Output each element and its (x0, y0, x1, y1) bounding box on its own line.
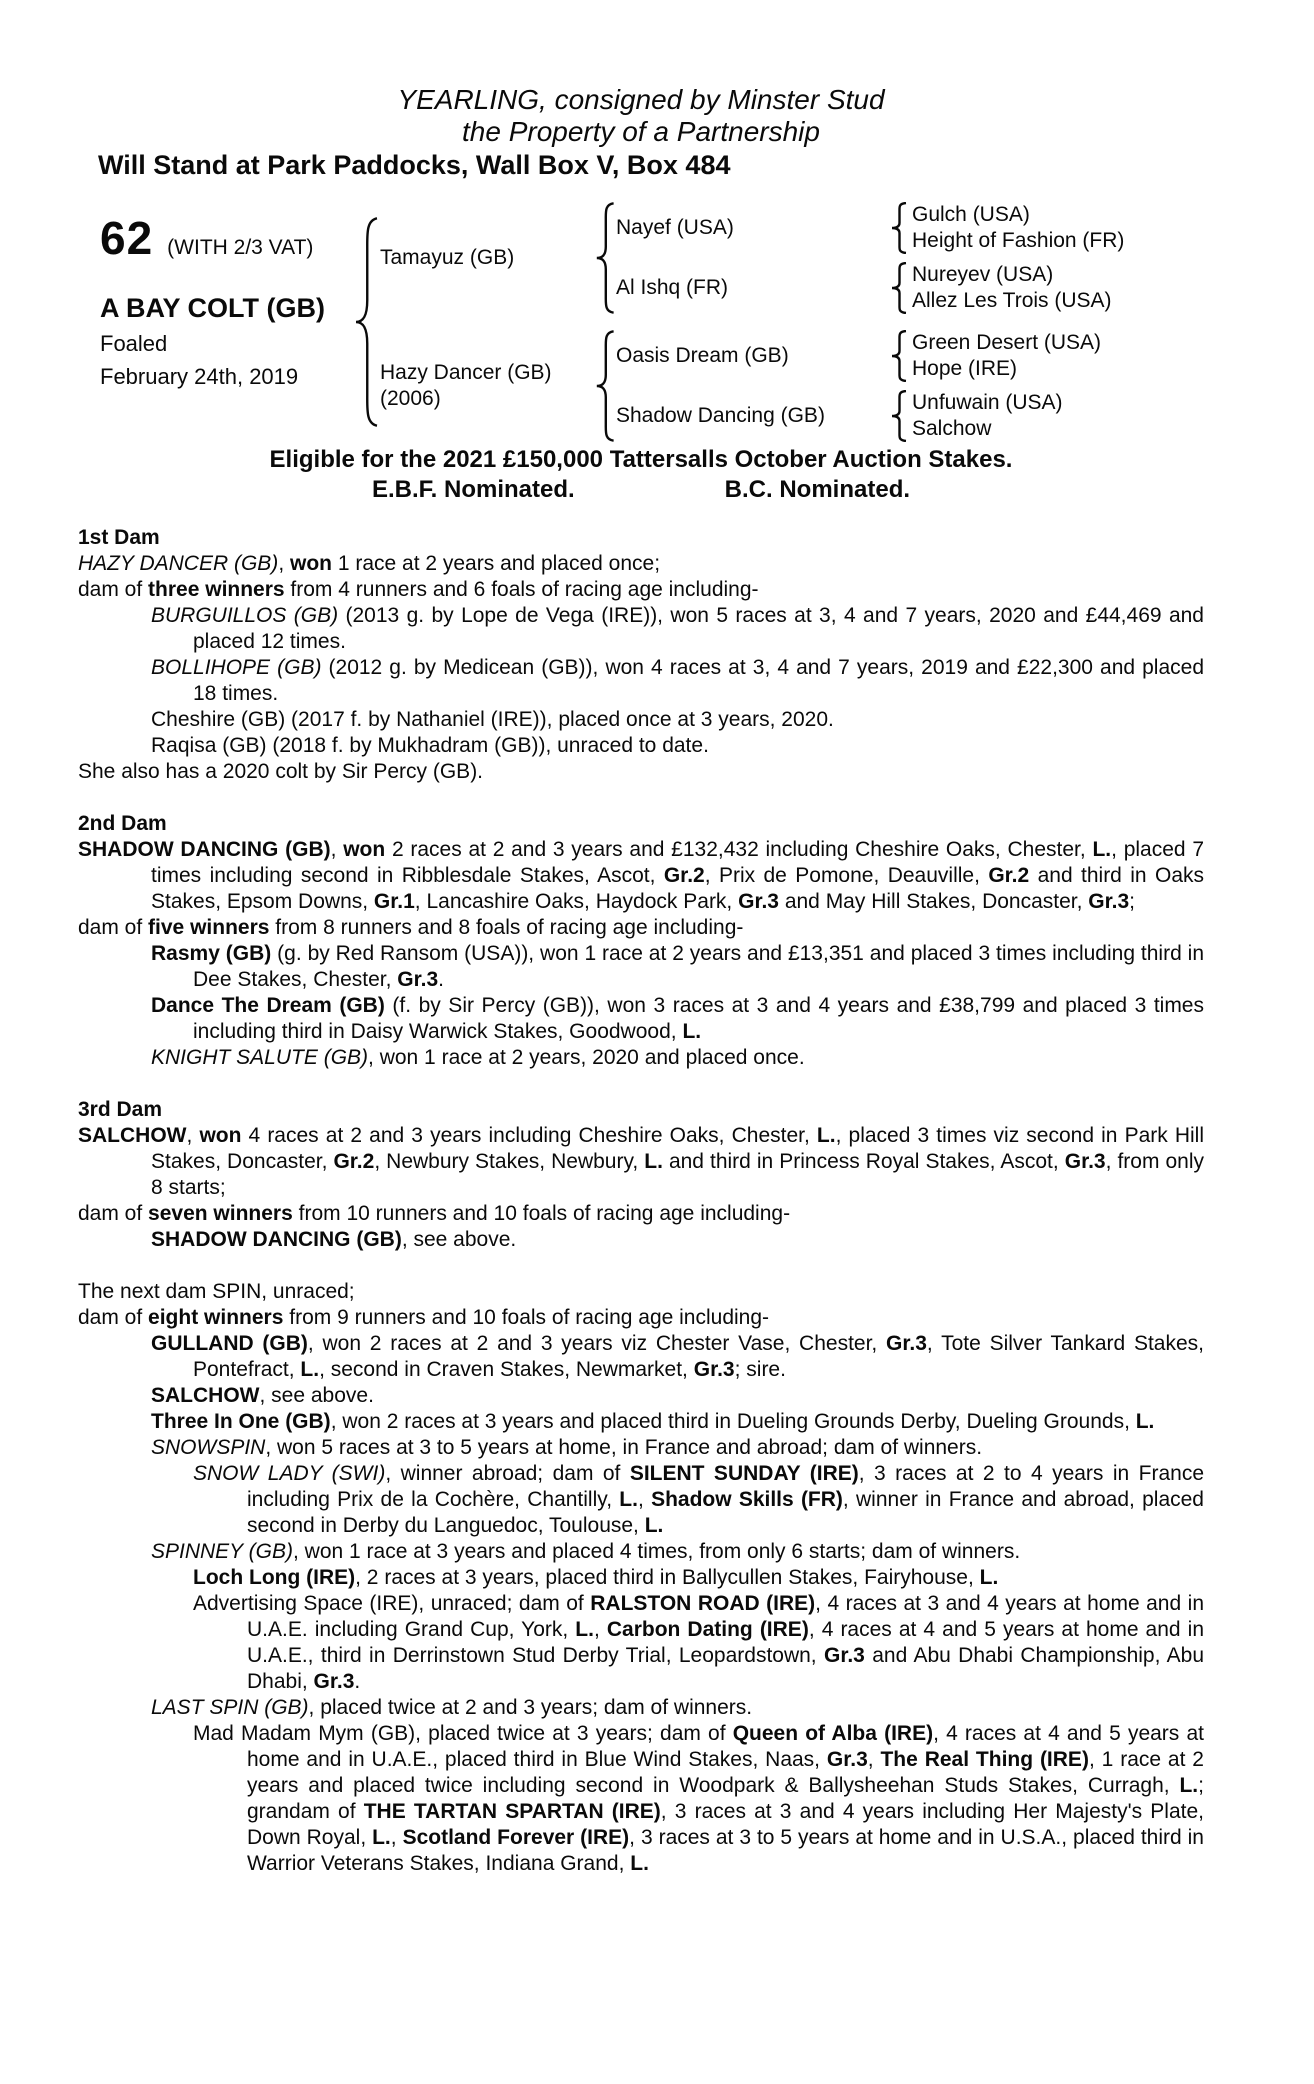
pedigree-paragraph (78, 993, 1204, 1045)
bc-nominated: B.C. Nominated. (724, 476, 911, 503)
text-segment: LAST SPIN (GB) (151, 1696, 309, 1719)
horse-name: Allez Les Trois (USA) (912, 289, 1112, 312)
text-segment: (2013 g. by Lope de Vega (IRE)), won 5 races at 3, 4 and 7 years, 2020 and £44,469 and placed 12 times. (193, 604, 1204, 653)
horse-name (380, 245, 592, 271)
stand-location-line: Will Stand at Park Paddocks, Wall Box V, Box 484 (98, 150, 731, 180)
text-segment: , winner in France and abroad, placed second in Derby du Languedoc, Toulouse, (247, 1488, 1204, 1537)
text-segment: , won 2 races at 3 years and placed third in Dueling Grounds Derby, Dueling Grounds, (330, 1410, 1136, 1433)
text-segment: won (289, 552, 332, 575)
ebf-nominated: E.B.F. Nominated. (371, 476, 575, 503)
text-segment: , second in Craven Stakes, Newmarket, (319, 1358, 694, 1381)
text-segment: Cheshire (GB) (2017 f. by Nathaniel (IRE)), placed once at 3 years, 2020. (151, 708, 834, 731)
dam-section-3 (78, 1097, 1204, 1253)
text-segment: ; (1129, 890, 1136, 913)
section-heading: 1st Dam (78, 526, 160, 549)
generation-3-column (616, 330, 1204, 442)
text-segment: L. (816, 1124, 836, 1147)
text-segment: , (186, 1124, 200, 1147)
text-segment: 2 races at 2 and 3 years and £132,432 including Cheshire Oaks, Chester, (385, 838, 1093, 861)
text-segment: , see above. (401, 1228, 517, 1251)
text-segment: and May Hill Stakes, Doncaster, (778, 890, 1089, 913)
text-segment: dam of (78, 1202, 149, 1225)
text-segment: , (637, 1488, 652, 1511)
pedigree-paragraph (78, 551, 1204, 577)
text-segment: , Prix de Pomone, Deauville, (704, 864, 989, 887)
horse-name: Gulch (USA) (912, 203, 1030, 226)
text-segment: L. (644, 1150, 663, 1173)
text-segment: Gr.2 (663, 864, 705, 887)
text-segment: L. (372, 1826, 391, 1849)
pedigree-node-grandparent (616, 262, 1204, 314)
text-segment: Queen of Alba (IRE) (732, 1722, 934, 1745)
pedigree-node-grandparent (616, 330, 1204, 382)
horse-name: Unfuwain (USA) (912, 391, 1063, 414)
pedigree-paragraph (78, 1331, 1204, 1383)
pedigree-node-grandparent (616, 390, 1204, 442)
text-segment: , (278, 552, 290, 575)
text-segment: won (343, 838, 386, 861)
dam-sections (78, 525, 1204, 1877)
pedigree-paragraph (78, 1227, 1204, 1253)
text-segment: from 8 runners and 8 foals of racing age including- (269, 916, 744, 939)
text-segment: L. (979, 1566, 999, 1589)
text-segment: BURGUILLOS (GB) (151, 604, 339, 627)
text-segment: Scotland Forever (IRE) (402, 1826, 630, 1849)
text-segment: Carbon Dating (IRE) (606, 1618, 809, 1641)
text-segment: L. (619, 1488, 638, 1511)
text-segment: , 3 races at 2 to 4 years in France including Prix de la Cochère, Chantilly, (247, 1462, 1205, 1511)
horse-name: Shadow Dancing (GB) (616, 404, 825, 427)
text-segment: HAZY DANCER (GB) (78, 552, 279, 575)
pedigree-brace (888, 390, 908, 442)
text-segment: , 2 races at 3 years, placed third in Ballycullen Stakes, Fairyhouse, (355, 1566, 980, 1589)
text-segment: RALSTON ROAD (IRE) (590, 1592, 816, 1615)
text-segment: SNOWSPIN (151, 1436, 266, 1459)
pedigree-brace (350, 214, 380, 430)
text-segment: Raqisa (GB) (2018 f. by Mukhadram (GB)), unraced to date. (151, 734, 709, 757)
pedigree-paragraph (78, 1435, 1204, 1461)
text-segment: from 4 runners and 6 foals of racing age including- (284, 578, 759, 601)
text-segment: and Abu Dhabi Championship, Abu Dhabi, (247, 1644, 1204, 1693)
text-segment: L. (1179, 1774, 1199, 1797)
text-segment: KNIGHT SALUTE (GB) (151, 1046, 369, 1069)
pedigree-paragraph (78, 1279, 1204, 1305)
lot-vat-note: (WITH 2/3 VAT) (167, 236, 314, 259)
section-heading: 3rd Dam (78, 1098, 163, 1121)
pedigree-paragraph (78, 1591, 1204, 1695)
generation-3-column (616, 202, 1204, 314)
text-segment: Dance The Dream (GB) (151, 994, 385, 1017)
text-segment: Gr.3 (826, 1748, 868, 1771)
text-segment: and third in Princess Royal Stakes, Ascot, (662, 1150, 1065, 1173)
text-segment: . (354, 1670, 361, 1693)
text-segment: , placed twice at 2 and 3 years; dam of winners. (308, 1696, 753, 1719)
horse-name: Al Ishq (FR) (616, 276, 729, 299)
horse-name (380, 360, 592, 412)
horse-name: Nayef (USA) (616, 216, 734, 239)
text-segment: , (593, 1618, 607, 1641)
text-segment: (g. by Red Ransom (USA)), won 1 race at 2 years and £13,351 and placed 3 times including third in Dee Stakes, Chester, (193, 942, 1204, 991)
pedigree-paragraph (78, 1695, 1204, 1721)
text-segment: , 4 races at 4 and 5 years at home and in U.A.E., placed third in Blue Wind Stakes, Naas, (247, 1722, 1204, 1771)
text-segment: Advertising Space (IRE), unraced; dam of (193, 1592, 591, 1615)
text-segment: , see above. (259, 1384, 374, 1407)
text-segment: L. (300, 1358, 320, 1381)
text-segment: Gr.3 (824, 1644, 865, 1667)
foaled-label: Foaled (100, 331, 168, 356)
horse-name: Height of Fashion (FR) (912, 229, 1125, 252)
lot-number: 62 (100, 212, 154, 264)
horse-name: Nureyev (USA) (912, 263, 1054, 286)
text-segment: Rasmy (GB) (151, 942, 272, 965)
text-segment: Gr.3 (1088, 890, 1130, 913)
text-segment: ; sire. (734, 1358, 786, 1381)
dam-section-1 (78, 525, 1204, 785)
pedigree-paragraph (78, 603, 1204, 655)
text-segment: SHADOW DANCING (GB) (78, 838, 331, 861)
text-segment: GULLAND (GB) (151, 1332, 308, 1355)
text-segment: SALCHOW (151, 1384, 260, 1407)
pedigree-paragraph (78, 1383, 1204, 1409)
foaled-date: February 24th, 2019 (100, 364, 299, 389)
text-segment: Gr.3 (738, 890, 779, 913)
pedigree-paragraph (78, 915, 1204, 941)
lot-line (100, 211, 350, 265)
pedigree-brace (888, 202, 908, 254)
text-segment: , (390, 1826, 403, 1849)
text-segment: eight winners (148, 1306, 284, 1329)
text-segment: from 10 runners and 10 foals of racing age including- (292, 1202, 791, 1225)
eligibility-line: Eligible for the 2021 £150,000 Tattersalls October Auction Stakes. (269, 446, 1013, 473)
text-segment: SALCHOW (78, 1124, 187, 1147)
pedigree-node-grandparent (616, 202, 1204, 254)
pedigree-paragraph (78, 1123, 1204, 1201)
text-segment: L. (575, 1618, 594, 1641)
text-segment: Three In One (GB) (151, 1410, 331, 1433)
text-segment: , placed 3 times viz second in Park Hill Stakes, Doncaster, (151, 1124, 1205, 1173)
text-segment: (f. by Sir Percy (GB)), won 3 races at 3 and 4 years and £38,799 and placed 3 times including third in Daisy Warwick Stakes, Goodwood, (193, 994, 1204, 1043)
text-segment: Gr.3 (1064, 1150, 1106, 1173)
text-segment: , (867, 1748, 881, 1771)
text-segment: three winners (148, 578, 285, 601)
text-segment: L. (644, 1514, 664, 1537)
text-segment: THE TARTAN SPARTAN (IRE) (363, 1800, 661, 1823)
generation-4-pair (908, 202, 1124, 254)
pedigree-block (78, 203, 1204, 441)
text-segment: , 3 races at 3 to 5 years at home and in U.S.A., placed third in Warrior Veterans Stakes, Indiana Grand, (247, 1826, 1204, 1875)
text-segment: 1 race at 2 years and placed once; (331, 552, 661, 575)
text-segment: L. (1092, 838, 1112, 861)
nomination-line (78, 475, 1204, 505)
text-segment: SPINNEY (GB) (151, 1540, 293, 1563)
text-segment: 4 races at 2 and 3 years including Cheshire Oaks, Chester, (241, 1124, 817, 1147)
text-segment: , won 1 race at 3 years and placed 4 times, from only 6 starts; dam of winners. (292, 1540, 1021, 1563)
pedigree-paragraph (78, 1045, 1204, 1071)
text-segment: , from only 8 starts; (151, 1150, 1204, 1199)
text-segment: SHADOW DANCING (GB) (151, 1228, 402, 1251)
text-segment: , 3 races at 3 and 4 years including Her Majesty's Plate, Down Royal, (247, 1800, 1204, 1849)
horse-year-line: (2006) (380, 387, 441, 410)
pedigree-paragraph (78, 1539, 1204, 1565)
text-segment: Mad Madam Mym (GB), placed twice at 3 years; dam of (193, 1722, 733, 1745)
text-segment: L. (1135, 1410, 1155, 1433)
horse-name-line: Tamayuz (GB) (380, 246, 515, 269)
text-segment: Loch Long (IRE) (193, 1566, 356, 1589)
text-segment: , winner abroad; dam of (385, 1462, 630, 1485)
generation-2-column (380, 201, 1204, 443)
text-segment: She also has a 2020 colt by Sir Percy (GB). (78, 760, 484, 783)
pedigree-paragraph (78, 707, 1204, 733)
pedigree-node-dam (380, 329, 1204, 443)
pedigree-paragraph (78, 837, 1204, 915)
consignor-title: YEARLING, consigned by Minster Stud (397, 84, 885, 115)
text-segment: Gr.3 (313, 1670, 355, 1693)
text-segment: , won 5 races at 3 to 5 years at home, in France and abroad; dam of winners. (265, 1436, 983, 1459)
pedigree-paragraph (78, 655, 1204, 707)
text-segment: dam of (78, 1306, 149, 1329)
pedigree-brace (888, 330, 908, 382)
horse-name-line: Hazy Dancer (GB) (380, 361, 552, 384)
text-segment: (2012 g. by Medicean (GB)), won 4 races at 3, 4 and 7 years, 2019 and £22,300 and placed 18 times. (193, 656, 1205, 705)
pedigree-paragraph (78, 1305, 1204, 1331)
text-segment: SNOW LADY (SWI) (193, 1462, 386, 1485)
text-segment: Gr.3 (693, 1358, 735, 1381)
text-segment: Shadow Skills (FR) (651, 1488, 843, 1511)
horse-name: Salchow (912, 417, 992, 440)
text-segment: , 4 races at 3 and 4 years at home and in U.A.E. including Grand Cup, York, (247, 1592, 1204, 1641)
pedigree-paragraph (78, 1201, 1204, 1227)
text-segment: L. (630, 1852, 649, 1875)
property-title: the Property of a Partnership (462, 116, 820, 147)
text-segment: , placed 7 times including second in Ribblesdale Stakes, Ascot, (151, 838, 1204, 887)
text-segment: L. (682, 1020, 702, 1043)
pedigree-paragraph (78, 1409, 1204, 1435)
text-segment: ; grandam of (247, 1774, 1204, 1823)
pedigree-paragraph (78, 759, 1204, 785)
section-heading: 2nd Dam (78, 812, 167, 835)
generation-4-pair (908, 330, 1101, 382)
pedigree-paragraph (78, 1565, 1204, 1591)
horse-name: Hope (IRE) (912, 357, 1018, 380)
text-segment: The next dam SPIN, unraced; (78, 1280, 355, 1303)
text-segment: and third in Oaks Stakes, Epsom Downs, (151, 864, 1205, 913)
pedigree-brace (592, 201, 616, 315)
text-segment: seven winners (148, 1202, 293, 1225)
pedigree-brace (888, 262, 908, 314)
text-segment: Gr.3 (886, 1332, 927, 1355)
pedigree-tree (350, 201, 1204, 443)
text-segment: dam of (78, 578, 149, 601)
text-segment: . (438, 968, 444, 991)
text-segment: , won 2 races at 2 and 3 years viz Chester Vase, Chester, (307, 1332, 887, 1355)
text-segment: SILENT SUNDAY (IRE) (629, 1462, 859, 1485)
pedigree-paragraph (78, 733, 1204, 759)
text-segment: Gr.2 (333, 1150, 375, 1173)
pedigree-brace (592, 329, 616, 443)
text-segment: won (199, 1124, 242, 1147)
text-segment: , Tote Silver Tankard Stakes, Pontefract, (193, 1332, 1204, 1381)
subject-horse-name: A BAY COLT (GB) (100, 293, 326, 323)
text-segment: , (330, 838, 344, 861)
generation-4-pair (908, 390, 1063, 442)
dam-section-4 (78, 1279, 1204, 1877)
pedigree-paragraph (78, 941, 1204, 993)
text-segment: dam of (78, 916, 149, 939)
text-segment: , won 1 race at 2 years, 2020 and placed once. (368, 1046, 805, 1069)
catalogue-page (0, 84, 1314, 1877)
text-segment: Gr.1 (373, 890, 415, 913)
text-segment: , Newbury Stakes, Newbury, (374, 1150, 645, 1173)
text-segment: , Lancashire Oaks, Haydock Park, (414, 890, 739, 913)
text-segment: The Real Thing (IRE) (880, 1748, 1089, 1771)
horse-name: Green Desert (USA) (912, 331, 1102, 354)
lot-info (78, 203, 350, 390)
horse-name: Oasis Dream (GB) (616, 344, 789, 367)
text-segment: BOLLIHOPE (GB) (151, 656, 322, 679)
text-segment: , 4 races at 4 and 5 years at home and in U.A.E., third in Derrinstown Stud Derby Trial, Leopardstown, (247, 1618, 1204, 1667)
text-segment: Gr.3 (397, 968, 439, 991)
pedigree-paragraph (78, 1721, 1204, 1877)
pedigree-paragraph (78, 577, 1204, 603)
pedigree-node-sire (380, 201, 1204, 315)
generation-4-pair (908, 262, 1112, 314)
text-segment: , 1 race at 2 years and placed twice including second in Woodpark & Ballysheehan Studs Stakes, Curragh, (247, 1748, 1204, 1797)
text-segment: five winners (148, 916, 270, 939)
pedigree-paragraph (78, 1461, 1204, 1539)
text-segment: from 9 runners and 10 foals of racing age including- (283, 1306, 770, 1329)
dam-section-2 (78, 811, 1204, 1071)
text-segment: Gr.2 (988, 864, 1030, 887)
